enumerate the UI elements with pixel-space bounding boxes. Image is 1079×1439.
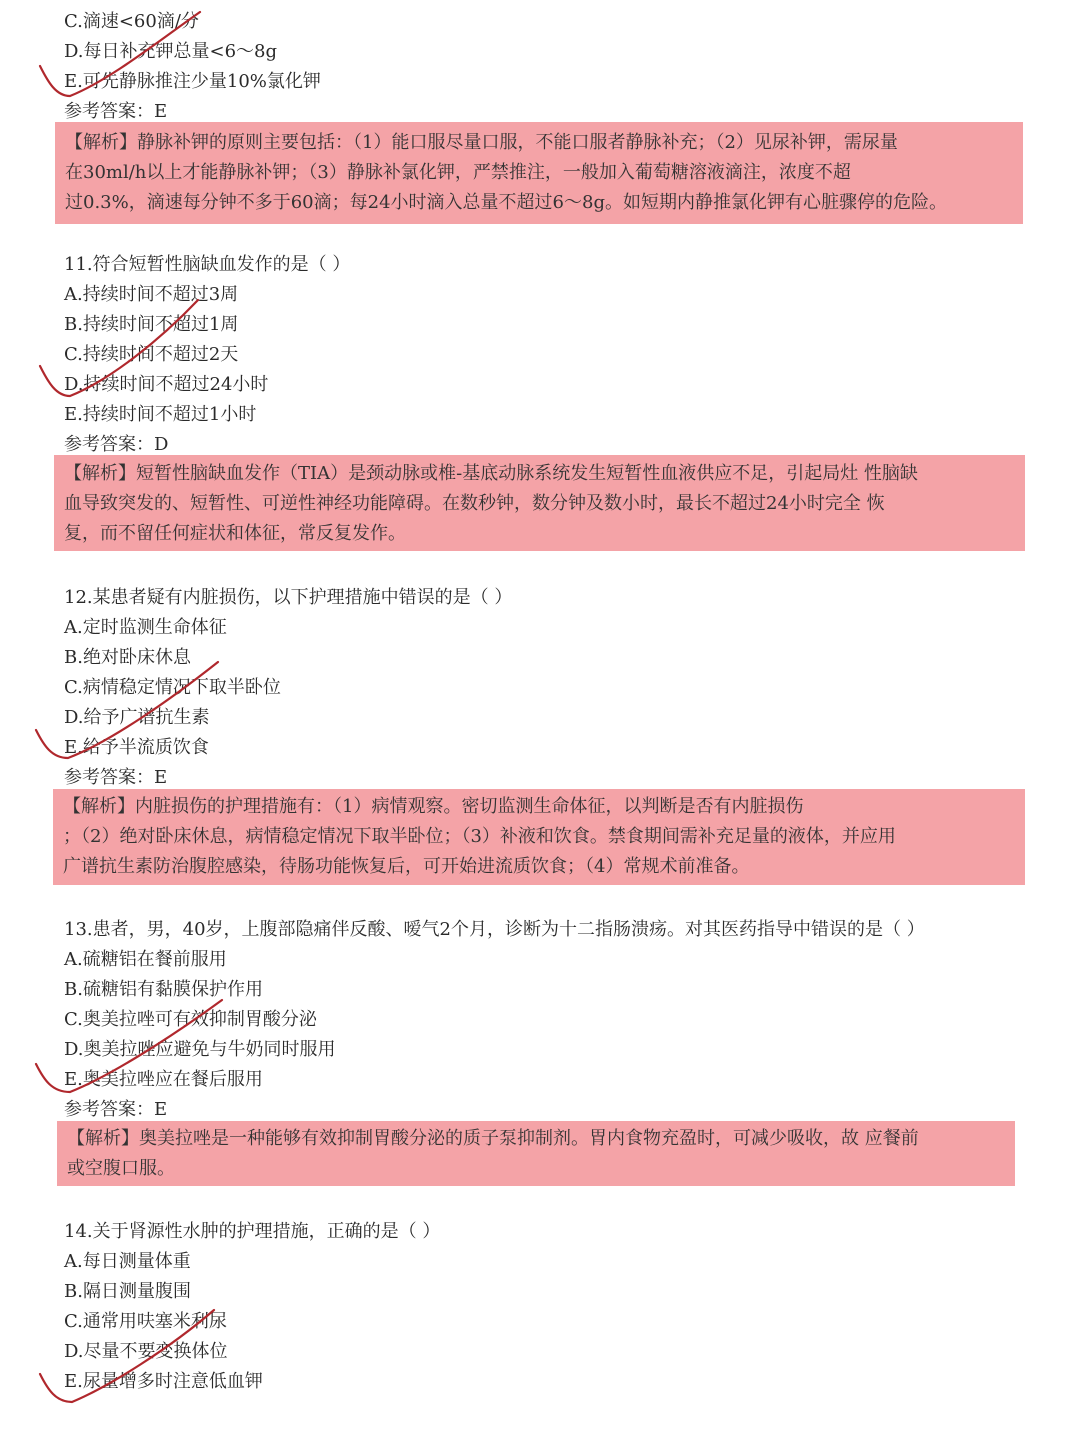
q12-analysis bbox=[53, 789, 1025, 885]
q12-option-e: E.给予半流质饮食 bbox=[64, 737, 209, 758]
q10-option-e: E.可先静脉推注少量10%氯化钾 bbox=[64, 71, 321, 92]
analysis-line: 【解析】静脉补钾的原则主要包括：（1）能口服尽量口服，不能口服者静脉补充；（2）见尿补钾，需尿量 bbox=[65, 132, 898, 153]
q11-question: 11.符合短暂性脑缺血发作的是（ ） bbox=[64, 254, 351, 275]
q11-option-e: E.持续时间不超过1小时 bbox=[64, 404, 257, 425]
q13-option-e: E.奥美拉唑应在餐后服用 bbox=[64, 1069, 263, 1090]
analysis-line: 在30ml/h以上才能静脉补钾；（3）静脉补氯化钾，严禁推注，一般加入葡萄糖溶液滴注，浓度不超 bbox=[65, 162, 851, 183]
analysis-line: 广谱抗生素防治腹腔感染，待肠功能恢复后，可开始进流质饮食；（4）常规术前准备。 bbox=[63, 856, 750, 877]
q14-question: 14.关于肾源性水肿的护理措施，正确的是（ ） bbox=[64, 1221, 441, 1242]
analysis-line: 过0.3%，滴速每分钟不多于60滴；每24小时滴入总量不超过6～8g。如短期内静推氯化钾有心脏骤停的危险。 bbox=[65, 192, 947, 213]
analysis-line: 【解析】奥美拉唑是一种能够有效抑制胃酸分泌的质子泵抑制剂。胃内食物充盈时，可减少吸收，故 应餐前 bbox=[67, 1128, 919, 1149]
analysis-line: 【解析】内脏损伤的护理措施有：（1）病情观察。密切监测生命体征，以判断是否有内脏损伤 bbox=[63, 796, 804, 817]
q14-option-b: B.隔日测量腹围 bbox=[64, 1281, 191, 1302]
analysis-line: 复，而不留任何症状和体征，常反复发作。 bbox=[64, 523, 406, 544]
q10-option-c: C.滴速<60滴/分 bbox=[64, 11, 199, 32]
q12-answer: 参考答案：E bbox=[64, 767, 168, 788]
q14-option-a: A.每日测量体重 bbox=[64, 1251, 191, 1272]
q11-option-c: C.持续时间不超过2天 bbox=[64, 344, 239, 365]
q11-option-a: A.持续时间不超过3周 bbox=[64, 284, 239, 305]
q13-option-b: B.硫糖铝有黏膜保护作用 bbox=[64, 979, 263, 1000]
q10-answer: 参考答案：E bbox=[64, 101, 168, 122]
q13-question: 13.患者，男，40岁，上腹部隐痛伴反酸、嗳气2个月，诊断为十二指肠溃疡。对其医药指导中错误的是（ ） bbox=[64, 919, 925, 940]
q12-option-a: A.定时监测生命体征 bbox=[64, 617, 227, 638]
q11-option-b: B.持续时间不超过1周 bbox=[64, 314, 239, 335]
q12-question: 12.某患者疑有内脏损伤，以下护理措施中错误的是（ ） bbox=[64, 587, 513, 608]
q14-option-d: D.尽量不要变换体位 bbox=[64, 1341, 228, 1362]
q13-answer: 参考答案：E bbox=[64, 1099, 168, 1120]
q12-option-b: B.绝对卧床休息 bbox=[64, 647, 191, 668]
q12-option-c: C.病情稳定情况下取半卧位 bbox=[64, 677, 281, 698]
q14-option-e: E.尿量增多时注意低血钾 bbox=[64, 1371, 263, 1392]
analysis-line: ；（2）绝对卧床休息，病情稳定情况下取半卧位；（3）补液和饮食。禁食期间需补充足量的液体，并应用 bbox=[63, 826, 896, 847]
q11-answer: 参考答案：D bbox=[64, 434, 169, 455]
q13-option-d: D.奥美拉唑应避免与牛奶同时服用 bbox=[64, 1039, 336, 1060]
q11-analysis bbox=[54, 455, 1025, 551]
q12-option-d: D.给予广谱抗生素 bbox=[64, 707, 210, 728]
q11-option-d: D.持续时间不超过24小时 bbox=[64, 374, 269, 395]
q10-option-d: D.每日补充钾总量<6～8g bbox=[64, 41, 278, 62]
q14-option-c: C.通常用呋塞米利尿 bbox=[64, 1311, 227, 1332]
q13-option-c: C.奥美拉唑可有效抑制胃酸分泌 bbox=[64, 1009, 317, 1030]
analysis-line: 【解析】短暂性脑缺血发作（TIA）是颈动脉或椎-基底动脉系统发生短暂性血液供应不足，引起局灶 性脑缺 bbox=[64, 463, 918, 484]
analysis-line: 或空腹口服。 bbox=[67, 1158, 175, 1179]
q10-analysis bbox=[55, 122, 1023, 224]
q13-option-a: A.硫糖铝在餐前服用 bbox=[64, 949, 227, 970]
q13-analysis bbox=[57, 1121, 1015, 1186]
analysis-line: 血导致突发的、短暂性、可逆性神经功能障碍。在数秒钟，数分钟及数小时，最长不超过24小时完全 恢 bbox=[64, 493, 885, 514]
